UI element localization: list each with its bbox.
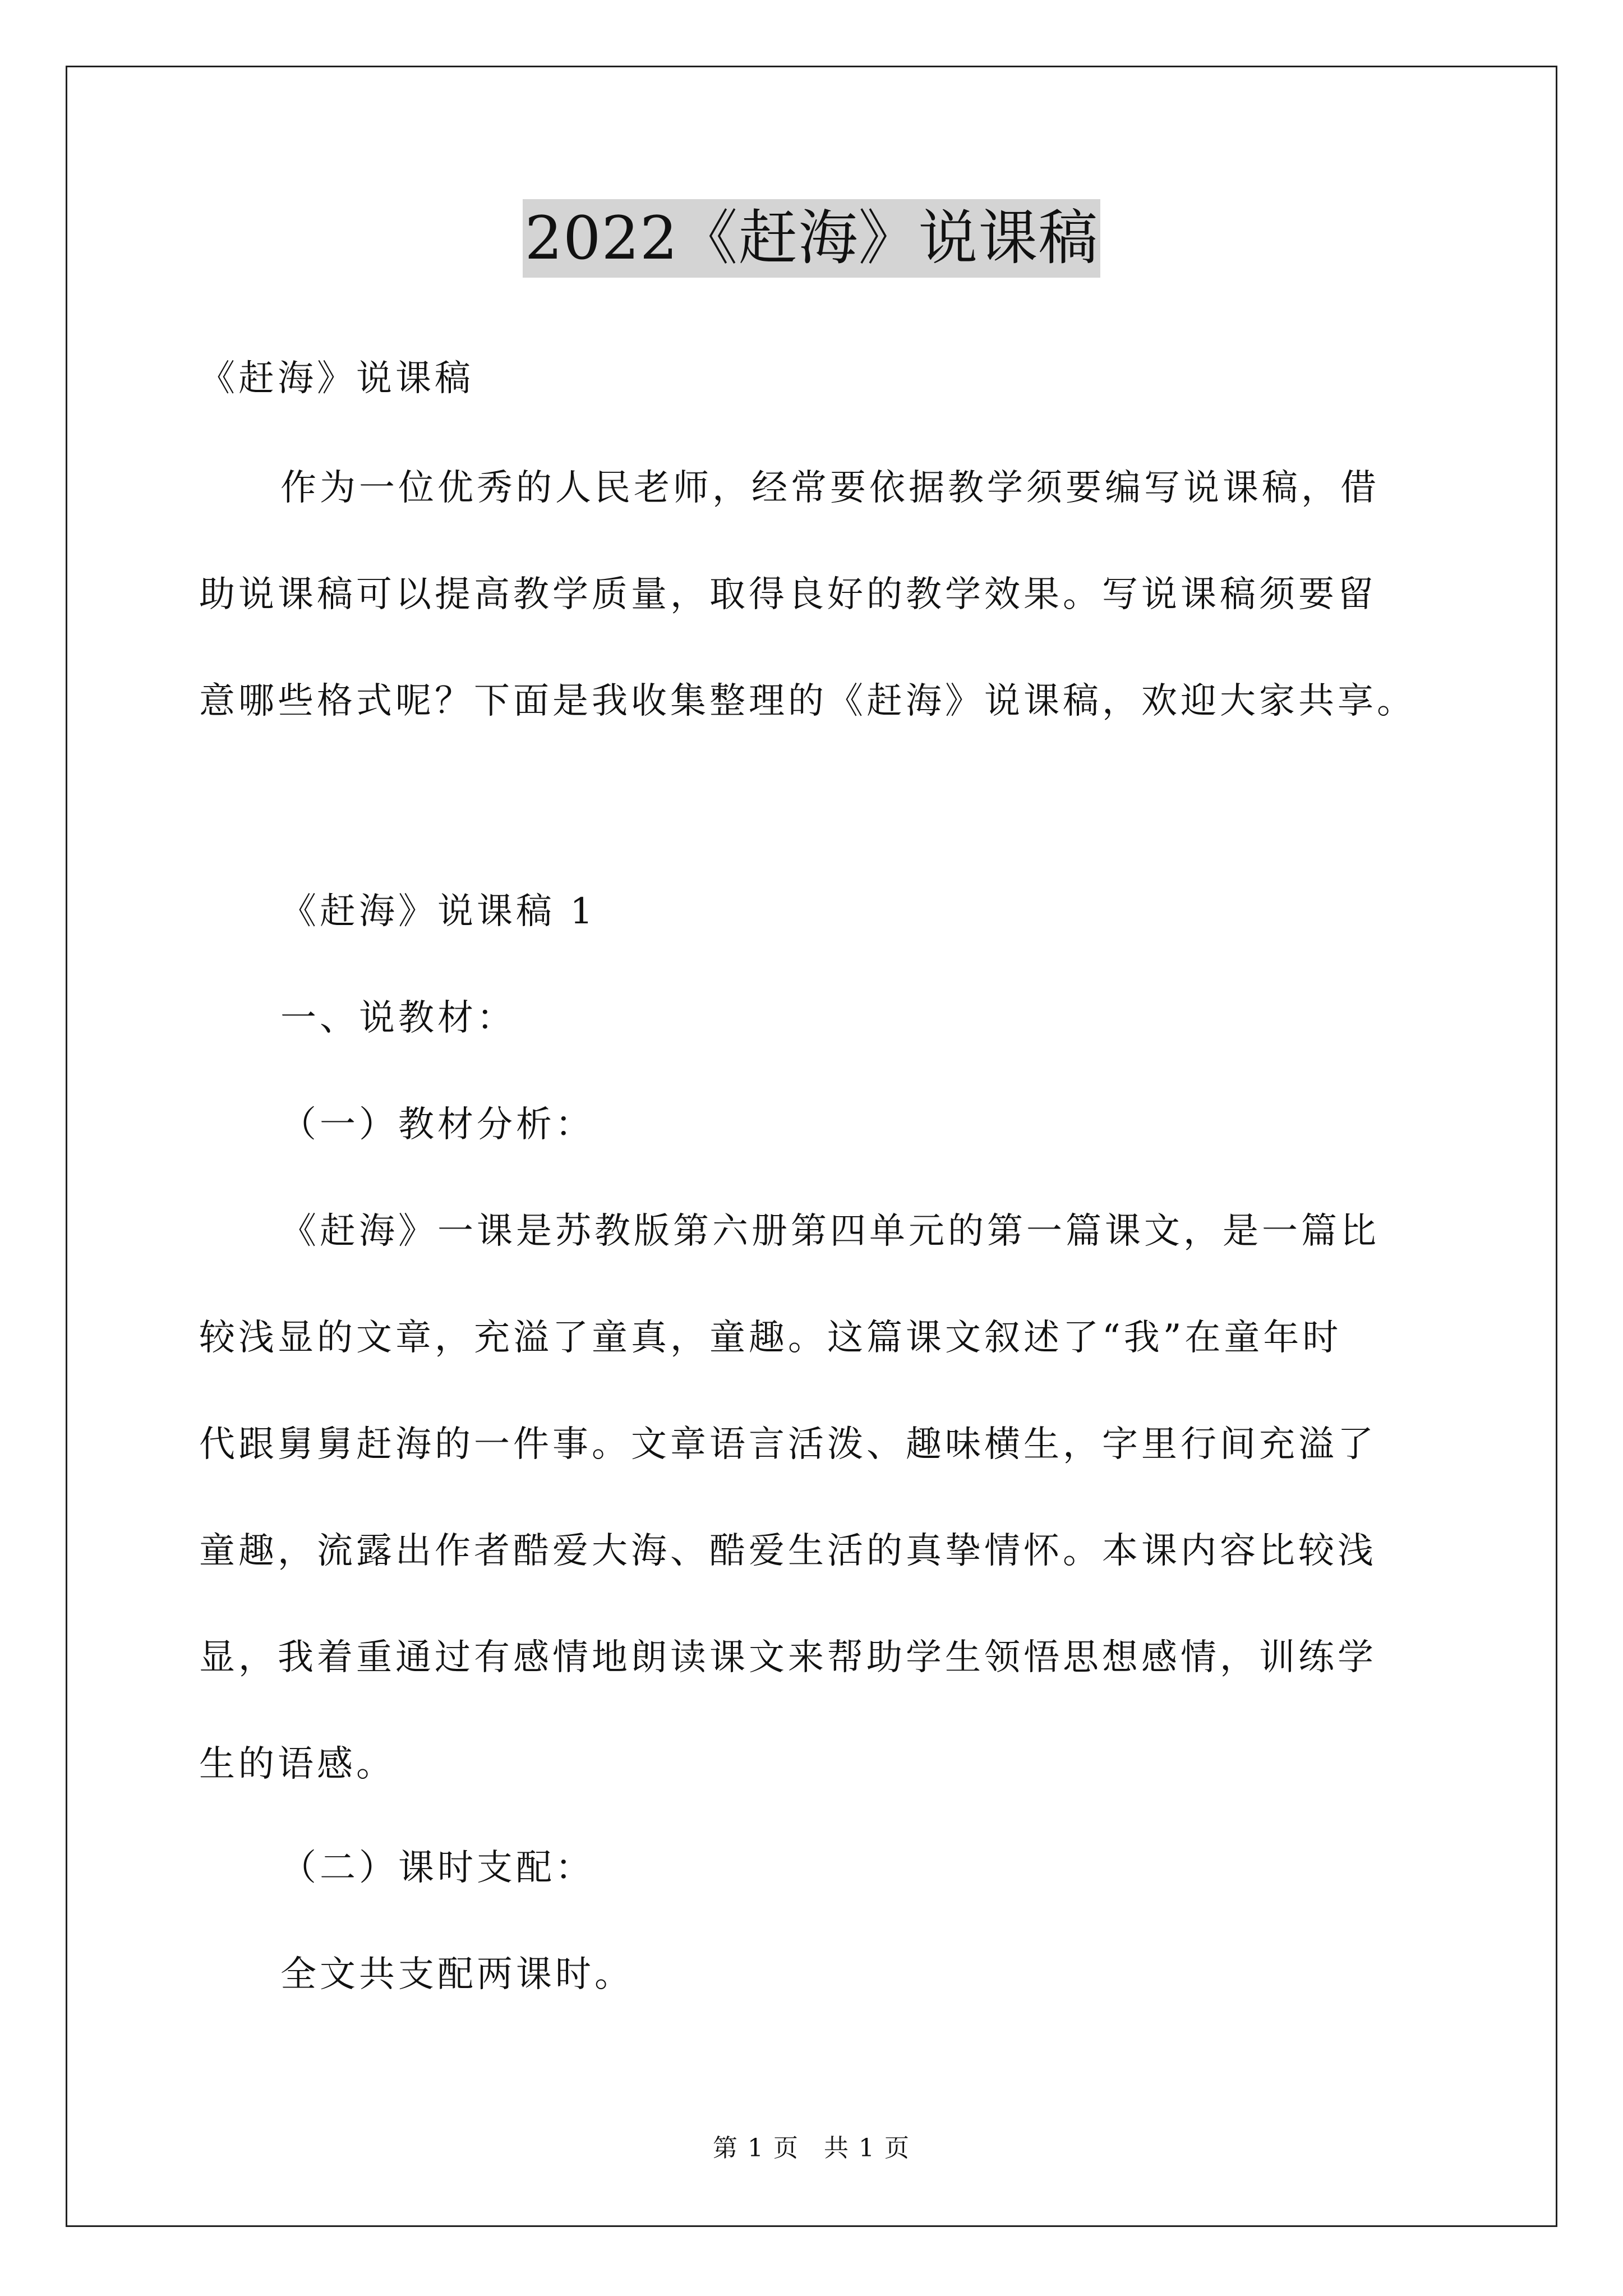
sub-heading-schedule: （二）课时支配： [280,1847,594,1889]
page-number-current: 第 1 页 [713,2134,799,2162]
intro-line-3: 意哪些格式呢？下面是我收集整理的《赶海》说课稿，欢迎大家共享。 [199,680,1416,722]
document-title: 2022《赶海》说课稿 [523,199,1101,278]
analysis-paragraph [199,1178,1433,1818]
schedule-text: 全文共支配两课时。 [280,1954,634,1995]
analysis-line-4: 童趣，流露出作者酷爱大海、酷爱生活的真挚情怀。本课内容比较浅 [199,1530,1377,1572]
intro-line-2: 助说课稿可以提高教学质量，取得良好的教学效果。写说课稿须要留 [199,574,1377,615]
heading-teaching-material: 一、说教材： [280,997,516,1039]
analysis-line-1: 《赶海》一课是苏教版第六册第四单元的第一篇课文，是一篇比 [280,1211,1380,1252]
intro-line-1: 作为一位优秀的人民老师，经常要依据教学须要编写说课稿，借 [280,467,1380,509]
analysis-line-2: 较浅显的文章，充溢了童真，童趣。这篇课文叙述了“我”在童年时 [199,1317,1342,1359]
analysis-line-5: 显，我着重通过有感情地朗读课文来帮助学生领悟思想感情，训练学 [199,1637,1377,1678]
analysis-line-6: 生的语感。 [199,1743,395,1785]
page-number-total: 共 1 页 [824,2134,910,2162]
page-footer [0,2132,1623,2165]
section-heading: 《赶海》说课稿 1 [280,891,597,932]
analysis-line-3: 代跟舅舅赶海的一件事。文章语言活泼、趣味横生，字里行间充溢了 [199,1424,1377,1465]
intro-paragraph [199,435,1433,754]
title-container [0,199,1623,278]
sub-heading-analysis: （一）教材分析： [280,1104,594,1145]
subtitle: 《赶海》说课稿 [199,358,474,399]
